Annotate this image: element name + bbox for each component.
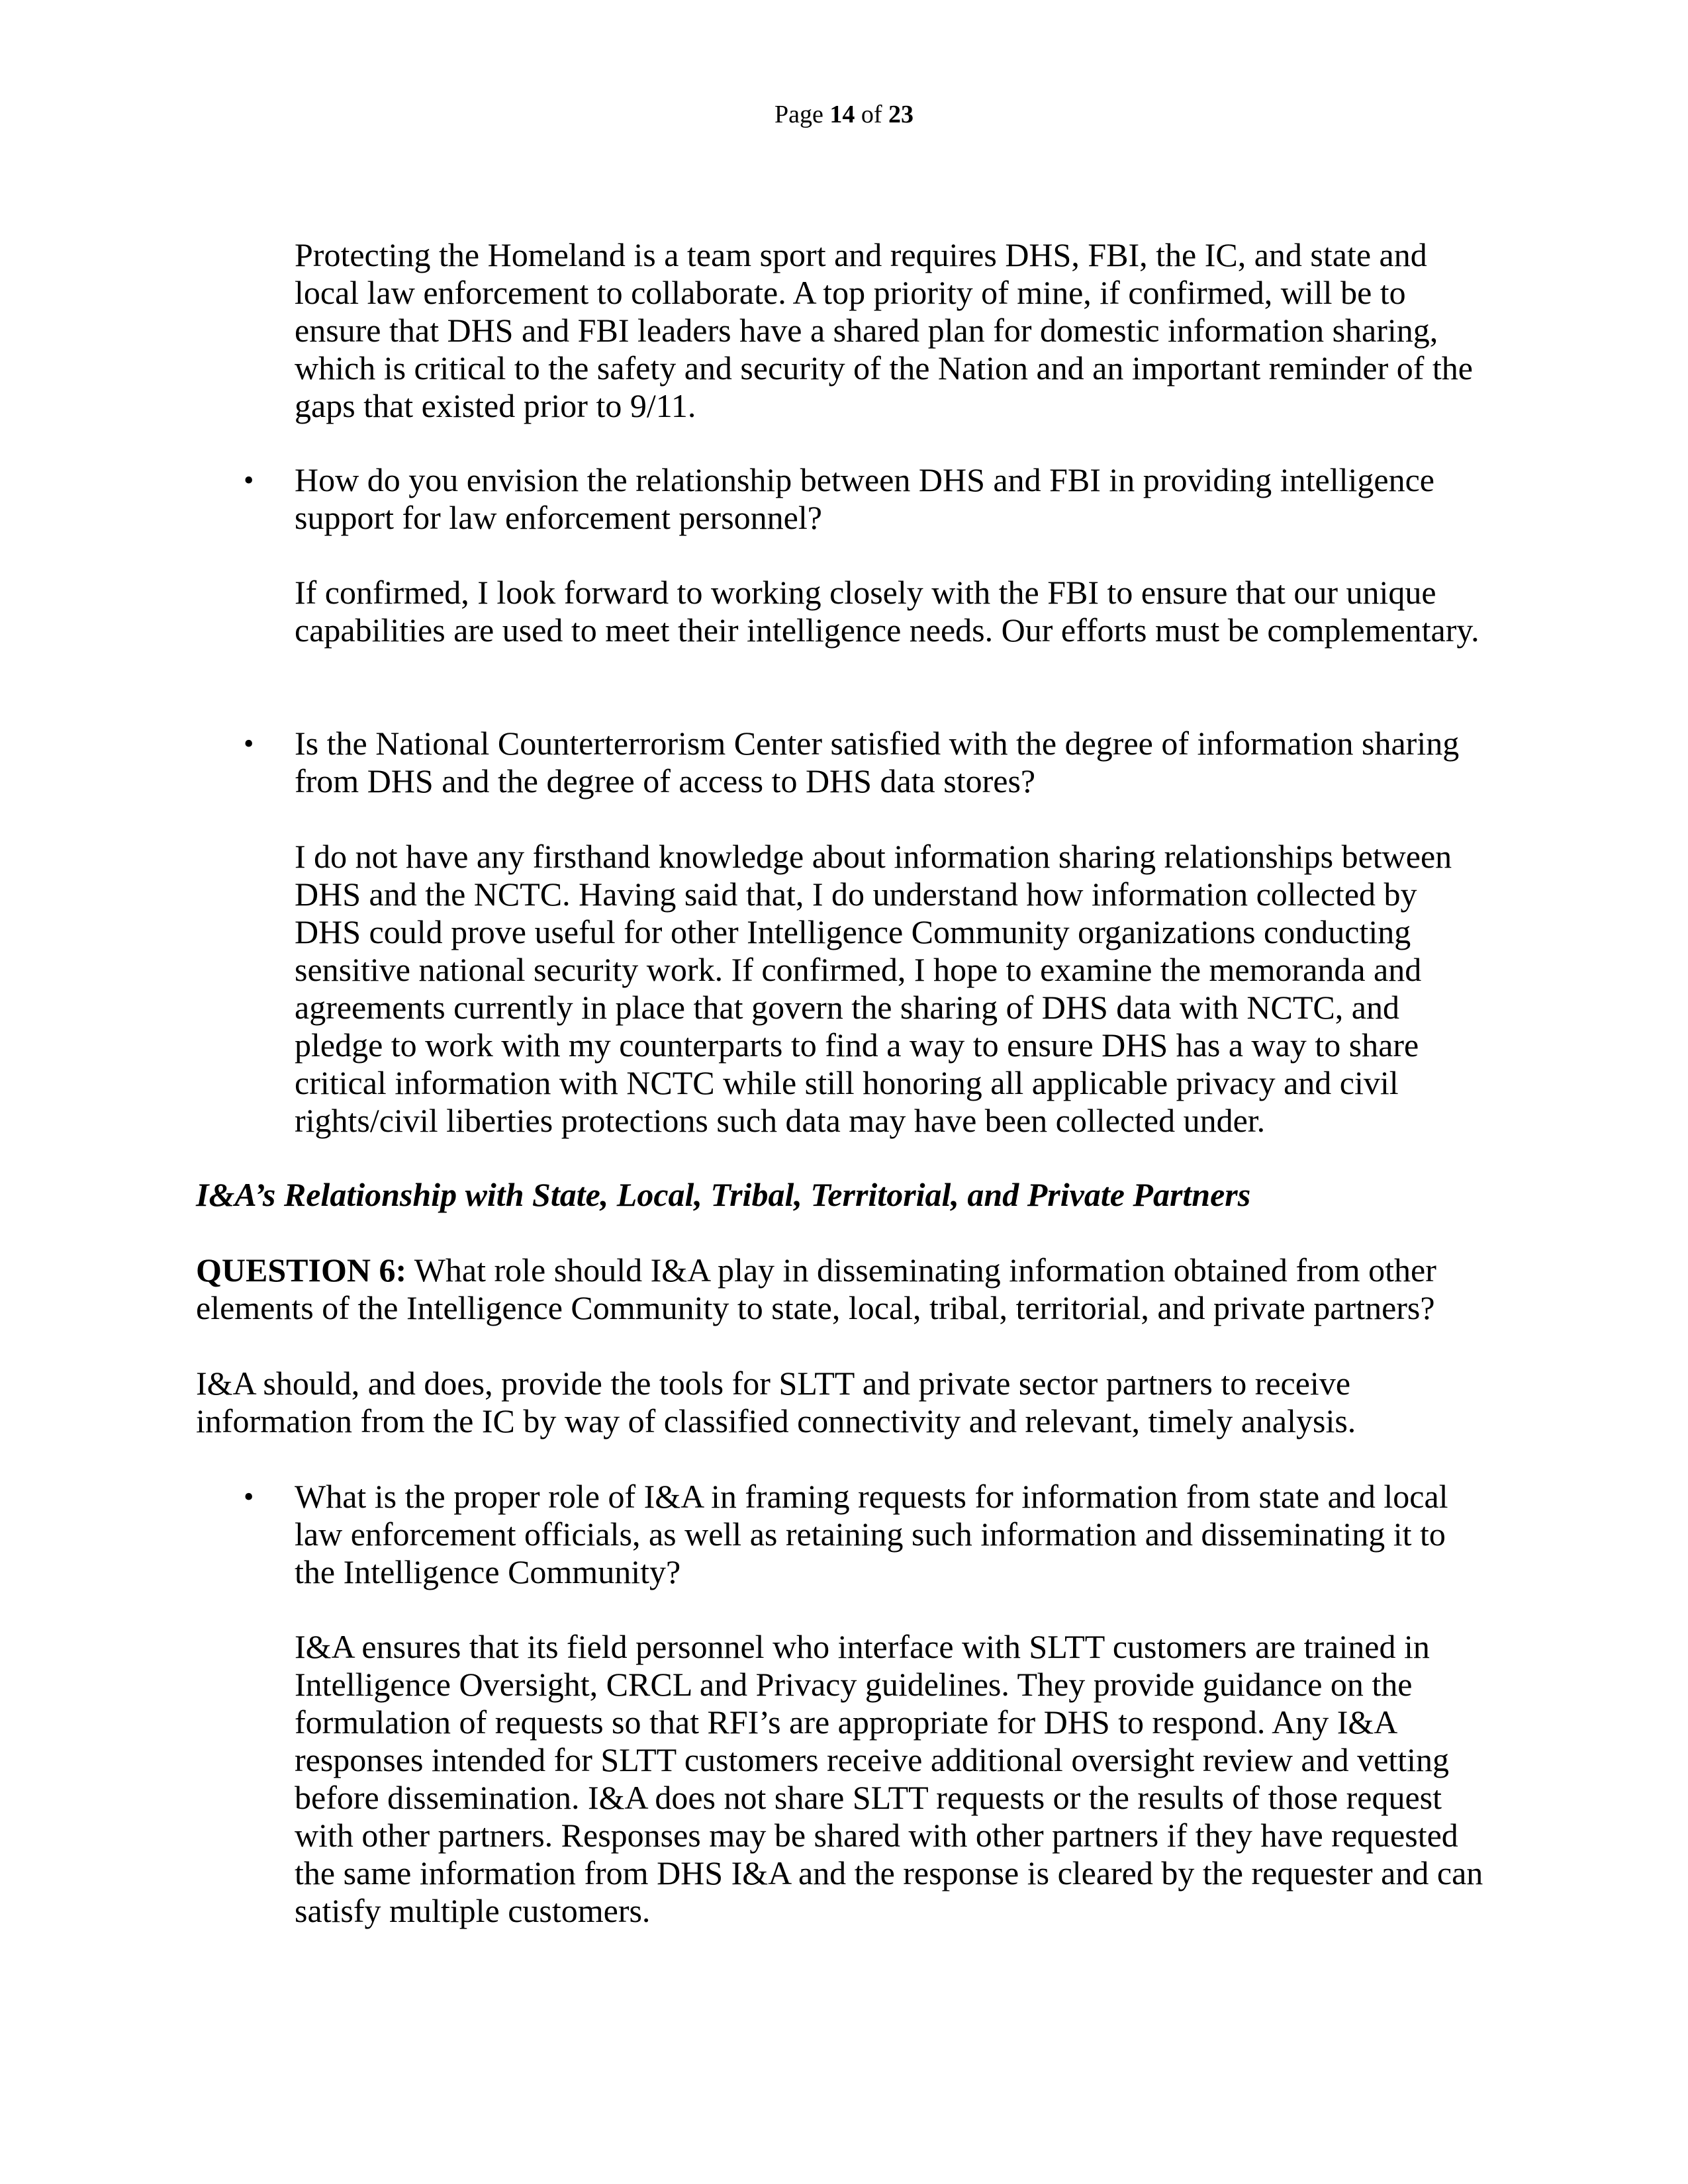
intro-paragraph: Protecting the Homeland is a team sport and requires DHS, FBI, the IC, and state and local law enforcement to collaborate. A top priority of mine, if confirmed, will be to ensure that DHS and FBI leaders have a shared plan for domestic information sharing, which is critical to the safety and security of the Nation and an important reminder of the gaps that existed prior to 9/11. <box>295 236 1473 424</box>
question-6-label: QUESTION 6: <box>196 1251 407 1289</box>
bullet-marker: • <box>244 1480 254 1513</box>
bullet-marker: • <box>244 464 254 496</box>
bullet-answer-3: I&A ensures that its field personnel who interface with SLTT customers are trained in Intelligence Oversight, CRCL and Privacy guidelines. They provide guidance on the formulation of requests so that RFI’s are appropriate for DHS to respond. Any I&A responses intended for SLTT customers receive additional oversight review and vetting before dissemination. I&A does not share SLTT requests or the results of those request with other partners. Responses may be shared with other partners if they have requested the same information from DHS I&A and the response is cleared by the requester and can satisfy multiple customers. <box>295 1628 1483 1929</box>
bullet-question-3: What is the proper role of I&A in framing requests for information from state and local law enforcement officials, as well as retaining such information and disseminating it to the Intelligence Community? <box>295 1478 1448 1590</box>
bullet-question-1: How do you envision the relationship between DHS and FBI in providing intelligence support for law enforcement personnel? <box>295 461 1434 536</box>
bullet-question-2: Is the National Counterterrorism Center satisfied with the degree of information sharing from DHS and the degree of access to DHS data stores? <box>295 725 1460 799</box>
question-6-text: What role should I&A play in disseminating information obtained from other elements of the Intelligence Community to state, local, tribal, territorial, and private partners? <box>196 1251 1436 1326</box>
bullet-marker: • <box>244 727 254 760</box>
question-6 <box>196 1251 1493 1327</box>
page-total: 23 <box>888 101 914 128</box>
page-number-header <box>0 98 1688 131</box>
question-6-answer: I&A should, and does, provide the tools for SLTT and private sector partners to receive information from the IC by way of classified connectivity and relevant, timely analysis. <box>196 1365 1356 1439</box>
page-of: of <box>861 101 882 128</box>
page-prefix: Page <box>774 101 823 128</box>
bullet-answer-2: I do not have any firsthand knowledge about information sharing relationships between DHS and the NCTC. Having said that, I do understand how information collected by DHS could prove useful for other Intelligence Community organizations conducting sensitive national security work. If confirmed, I hope to examine the memoranda and agreements currently in place that govern the sharing of DHS data with NCTC, and pledge to work with my counterparts to find a way to ensure DHS has a way to share critical information with NCTC while still honoring all applicable privacy and civil rights/civil liberties protections such data may have been collected under. <box>295 838 1452 1139</box>
bullet-answer-1: If confirmed, I look forward to working closely with the FBI to ensure that our unique capabilities are used to meet their intelligence needs. Our efforts must be complementary. <box>295 574 1479 649</box>
section-heading: I&A’s Relationship with State, Local, Tribal, Territorial, and Private Partners <box>196 1176 1251 1213</box>
page-number: 14 <box>829 101 855 128</box>
